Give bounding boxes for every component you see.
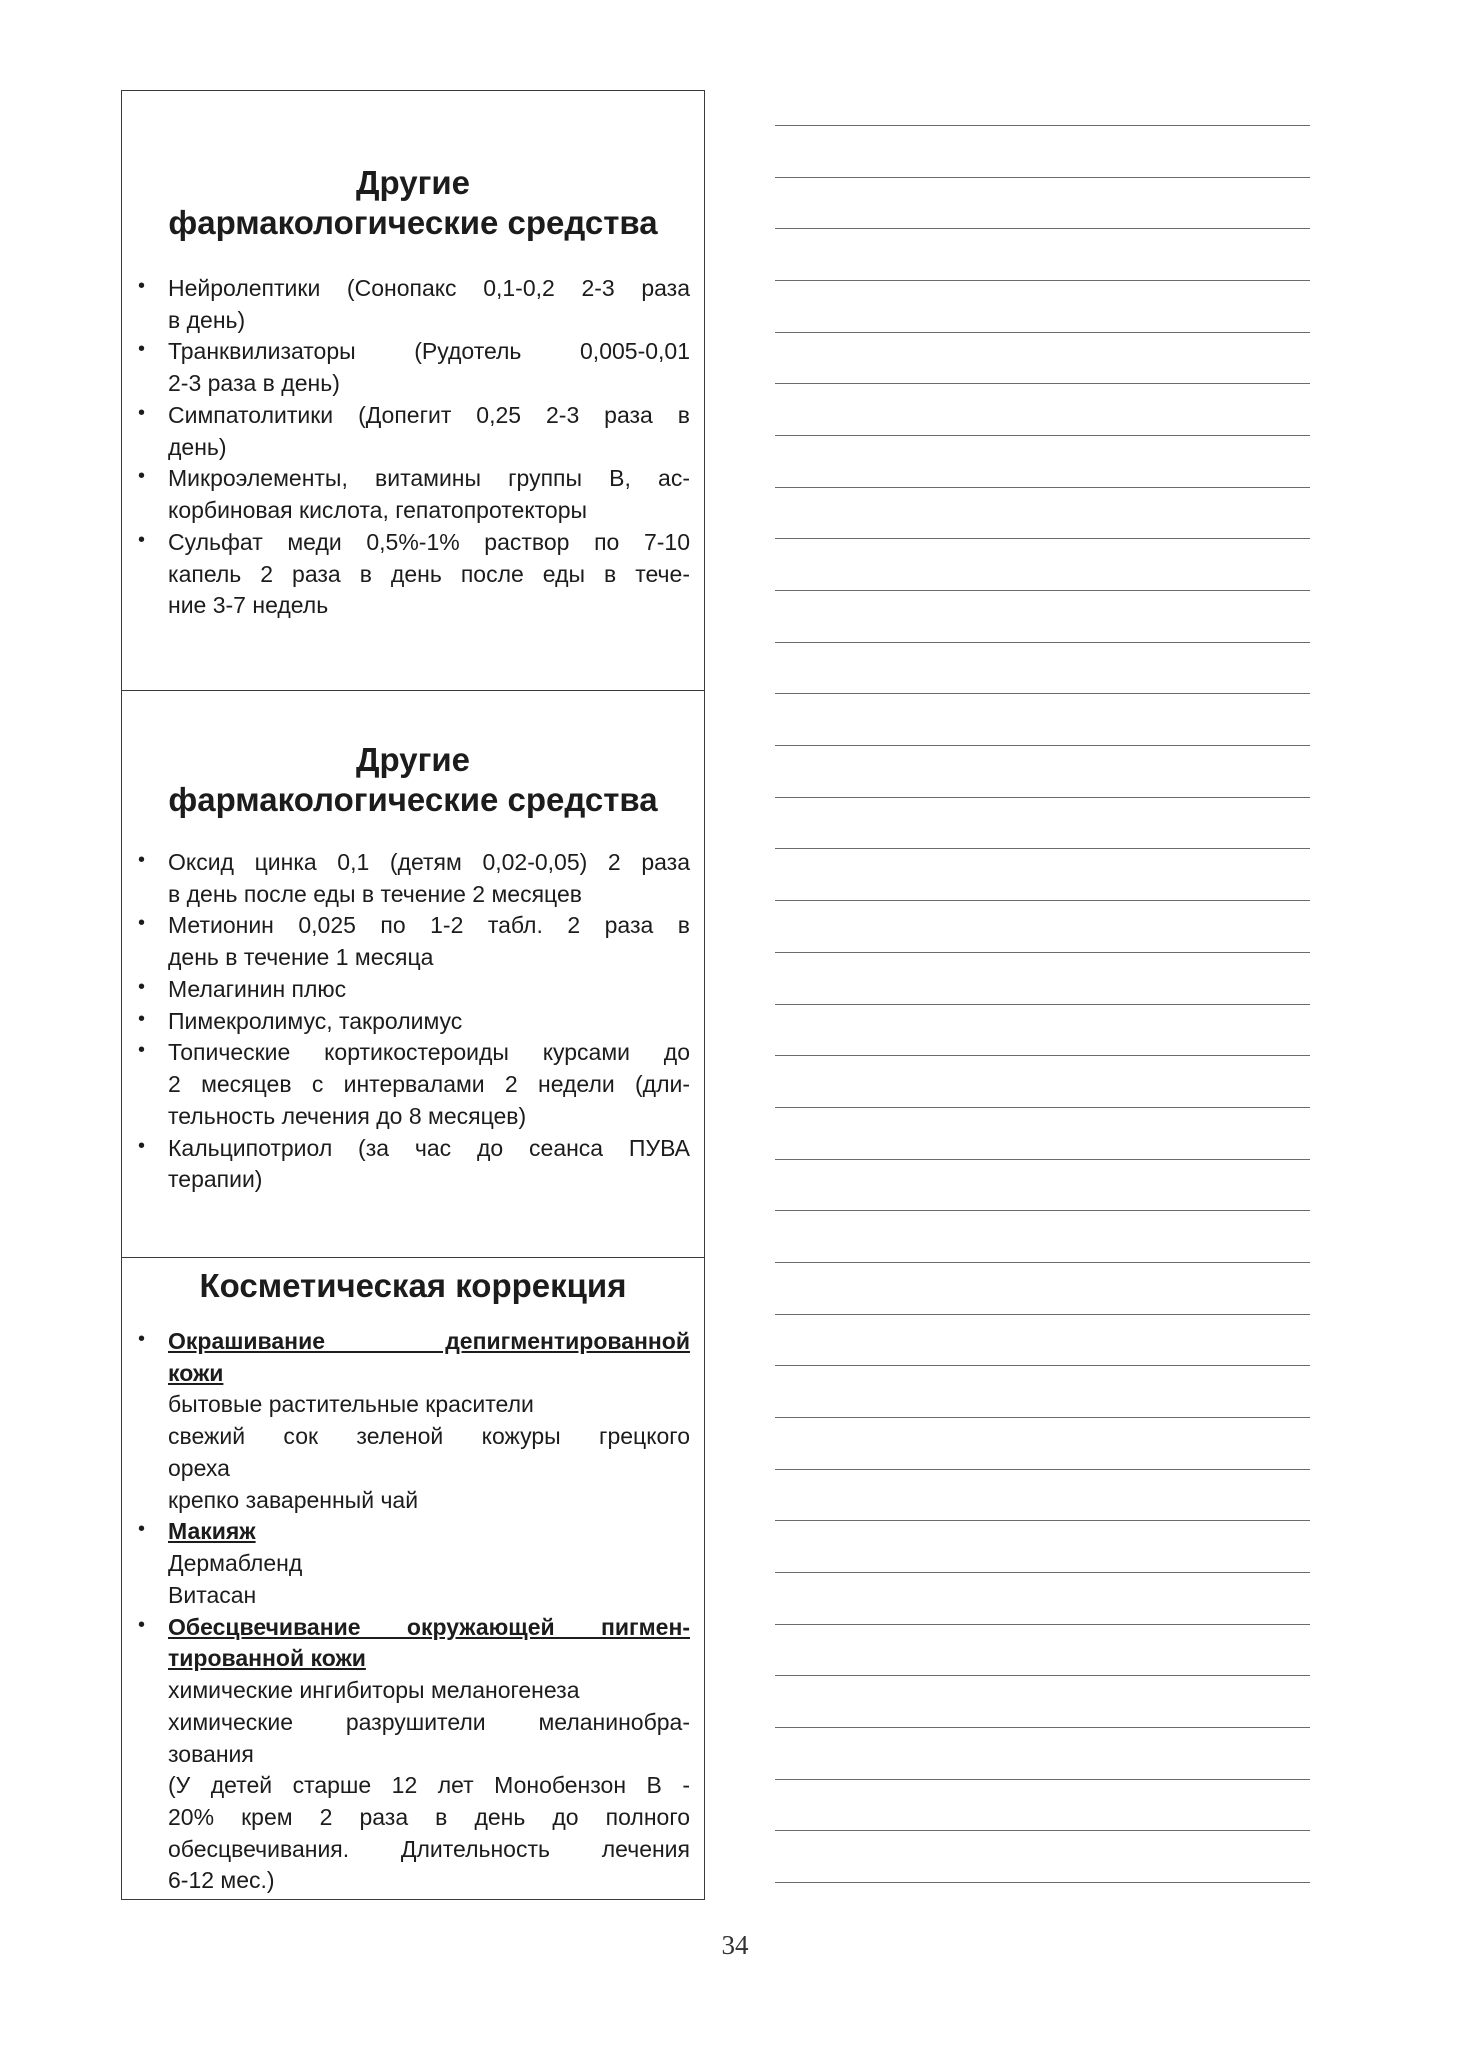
item-heading: • Макияж: [168, 1518, 256, 1545]
slide-title: Косметическая коррекция: [199, 1267, 627, 1304]
note-line: [775, 1882, 1310, 1883]
list-item: • Нейролептики (Сонопакс 0,1-0,2 2-3 раза в день): [136, 273, 690, 336]
note-line: [775, 177, 1310, 178]
note-line: [775, 1159, 1310, 1160]
note-line: [775, 1314, 1310, 1315]
note-line: [775, 693, 1310, 694]
note-line: [775, 435, 1310, 436]
list-item: • Макияж Дермабленд Витасан: [136, 1516, 690, 1611]
list-item: • Сульфат меди 0,5%-1% раствор по 7-10 капель 2 раза в день после еды в тече- ние 3-7 недель: [136, 527, 690, 622]
note-line: [775, 952, 1310, 953]
note-line: [775, 538, 1310, 539]
item-heading: кожи: [168, 1359, 224, 1386]
note-line: [775, 1262, 1310, 1263]
note-line: [775, 1675, 1310, 1676]
slide-other-pharmacological-agents-1: [122, 91, 704, 690]
note-line: [775, 1210, 1310, 1211]
list-item: • Оксид цинка 0,1 (детям 0,02-0,05) 2 раза в день после еды в течение 2 месяцев: [136, 847, 690, 910]
note-line: [775, 1727, 1310, 1728]
note-line: [775, 383, 1310, 384]
note-line: [775, 590, 1310, 591]
notes-ruled-lines: [775, 0, 1310, 1900]
note-line: [775, 745, 1310, 746]
item-heading: тированной кожи: [168, 1645, 366, 1672]
note-line: [775, 797, 1310, 798]
page-number: 34: [721, 1930, 749, 1960]
slide-title: Другие фармакологические средства: [168, 741, 658, 819]
note-line: [775, 125, 1310, 126]
bullet-list: [136, 273, 690, 622]
note-line: [775, 1365, 1310, 1366]
note-line: [775, 1107, 1310, 1108]
note-line: [775, 1572, 1310, 1573]
slide-title: Другие фармакологические средства: [168, 164, 658, 242]
list-item: • Кальципотриол (за час до сеанса ПУВА терапии): [136, 1133, 690, 1196]
list-item: • Метионин 0,025 по 1-2 табл. 2 раза в день в течение 1 месяца: [136, 910, 690, 973]
bullet-list: [136, 1326, 690, 1897]
note-line: [775, 1779, 1310, 1780]
note-line: [775, 280, 1310, 281]
item-heading: • Окрашивание депигментированной: [168, 1328, 690, 1354]
list-item: • Симпатолитики (Допегит 0,25 2-3 раза в день): [136, 400, 690, 463]
list-item: • Пимекролимус, такролимус: [136, 1006, 690, 1038]
note-line: [775, 332, 1310, 333]
slide-other-pharmacological-agents-2: [122, 690, 704, 1257]
list-item: • Топические кортикостероиды курсами до 2 месяцев с интервалами 2 недели (дли- тельность лечения до 8 месяцев): [136, 1037, 690, 1132]
list-item: • Окрашивание депигментированной кожи бытовые растительные красители свежий сок зеленой кожуры грецкого ореха крепко заваренный чай: [136, 1326, 690, 1516]
item-heading: • Обесцвечивание окружающей пигмен-: [168, 1613, 690, 1640]
note-line: [775, 228, 1310, 229]
list-item: • Мелагинин плюс: [136, 974, 690, 1006]
bullet-list: [136, 847, 690, 1196]
slide-cosmetic-correction: [122, 1257, 704, 1899]
note-line: [775, 1055, 1310, 1056]
note-line: [775, 1624, 1310, 1625]
list-item: • Транквилизаторы (Рудотель 0,005-0,01 2-3 раза в день): [136, 336, 690, 399]
note-line: [775, 848, 1310, 849]
note-line: [775, 487, 1310, 488]
note-line: [775, 1520, 1310, 1521]
note-line: [775, 900, 1310, 901]
note-line: [775, 1004, 1310, 1005]
slides-column: [121, 90, 705, 1900]
list-item: • Обесцвечивание окружающей пигмен- тированной кожи химические ингибиторы меланогенеза химические разрушители меланинобра- зования (У детей старше 12 лет Монобензон В - 20% крем 2 раза в день до полного обесцвечивания. Длительность лечения 6-12 мес.): [136, 1612, 690, 1898]
note-line: [775, 1830, 1310, 1831]
note-line: [775, 642, 1310, 643]
note-line: [775, 1417, 1310, 1418]
note-line: [775, 1469, 1310, 1470]
list-item: • Микроэлементы, витамины группы В, ас- корбиновая кислота, гепатопротекторы: [136, 463, 690, 526]
